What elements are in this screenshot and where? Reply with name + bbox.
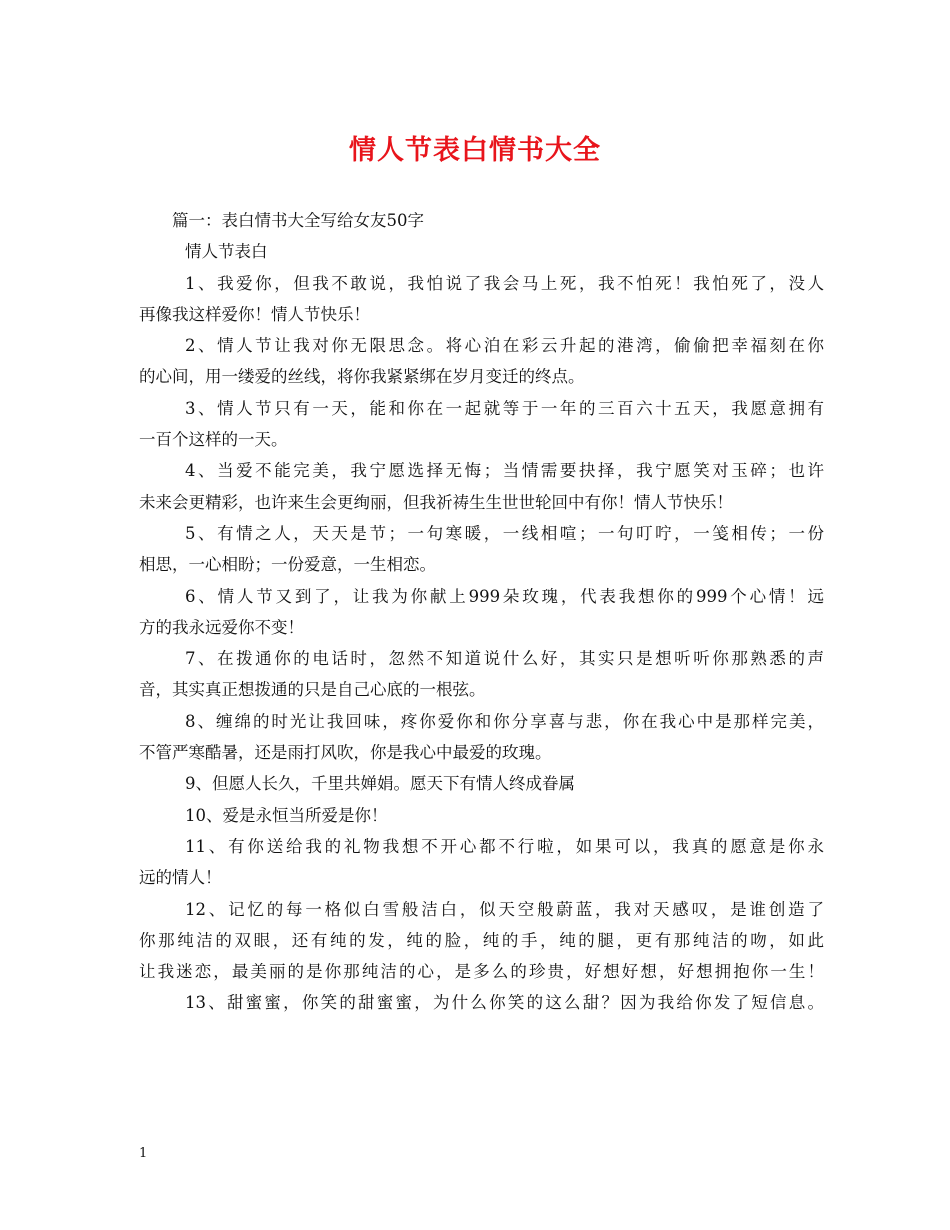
paragraph-line: 你那纯洁的双眼，还有纯的发，纯的脸，纯的手，纯的腿，更有那纯洁的吻，如此 xyxy=(139,930,824,950)
list-item xyxy=(139,768,824,799)
list-item xyxy=(139,706,824,769)
page-number: 1 xyxy=(139,1146,148,1161)
paragraph-line: 让我迷恋，最美丽的是你那纯洁的心，是多么的珍贵，好想好想，好想拥抱你一生！ xyxy=(139,962,824,982)
list-item xyxy=(139,800,824,831)
paragraph-line: 相思，一心相盼；一份爱意，一生相恋。 xyxy=(139,555,436,575)
list-item xyxy=(139,393,824,456)
list-item xyxy=(139,330,824,393)
paragraph-line: 12、记忆的每一格似白雪般洁白，似天空般蔚蓝，我对天感叹，是谁创造了 xyxy=(185,899,824,919)
list-item xyxy=(139,831,824,894)
list-item xyxy=(139,518,824,581)
paragraph-line: 远的情人！ xyxy=(139,868,222,888)
paragraph-line: 9、但愿人长久，千里共婵娟。愿天下有情人终成眷属 xyxy=(185,774,575,794)
list-item xyxy=(139,894,824,988)
paragraph-line: 11、有你送给我的礼物我想不开心都不行啦，如果可以，我真的愿意是你永 xyxy=(185,836,824,856)
paragraph-line: 6、情人节又到了，让我为你献上999朵玫瑰，代表我想你的999个心情！远 xyxy=(185,586,824,606)
list-item xyxy=(139,643,824,706)
paragraph-line: 方的我永远爱你不变！ xyxy=(139,617,304,637)
subheading: 情人节表白 xyxy=(185,242,268,262)
paragraph-line: 未来会更精彩，也许来生会更绚丽，但我祈祷生生世世轮回中有你！情人节快乐！ xyxy=(139,492,733,512)
list-item xyxy=(139,987,824,1018)
document-body xyxy=(139,205,824,1019)
paragraph-line: 的心间，用一缕爱的丝线，将你我紧紧绑在岁月变迁的终点。 xyxy=(139,367,585,387)
paragraph-line: 5、有情之人，天天是节；一句寒暖，一线相喧；一句叮咛，一笺相传；一份 xyxy=(185,523,824,543)
list-item xyxy=(139,455,824,518)
paragraph-line: 8、缠绵的时光让我回味，疼你爱你和你分享喜与悲，你在我心中是那样完美， xyxy=(185,711,824,731)
paragraph-line: 再像我这样爱你！情人节快乐！ xyxy=(139,304,370,324)
paragraph-line: 3、情人节只有一天，能和你在一起就等于一年的三百六十五天，我愿意拥有 xyxy=(185,398,824,418)
paragraph-line: 音，其实真正想拨通的只是自己心底的一根弦。 xyxy=(139,680,486,700)
paragraph-line: 2、情人节让我对你无限思念。将心泊在彩云升起的港湾，偷偷把幸福刻在你 xyxy=(185,336,824,356)
paragraph-line: 不管严寒酷暑，还是雨打风吹，你是我心中最爱的玫瑰。 xyxy=(139,743,552,763)
paragraph-line: 一百个这样的一天。 xyxy=(139,430,288,450)
paragraph-line: 1、我爱你，但我不敢说，我怕说了我会马上死，我不怕死！我怕死了，没人 xyxy=(185,273,824,293)
section-heading: 篇一：表白情书大全写给女友50字 xyxy=(172,211,424,230)
paragraph-line: 4、当爱不能完美，我宁愿选择无悔；当情需要抉择，我宁愿笑对玉碎；也许 xyxy=(185,461,824,481)
list-item xyxy=(139,268,824,331)
paragraph-line: 13、甜蜜蜜，你笑的甜蜜蜜，为什么你笑的这么甜？因为我给你发了短信息。 xyxy=(185,993,824,1013)
paragraph-line: 10、爱是永恒当所爱是你！ xyxy=(185,805,388,825)
document-title: 情人节表白情书大全 xyxy=(349,135,601,166)
list-item xyxy=(139,581,824,644)
paragraph-line: 7、在拨通你的电话时，忽然不知道说什么好，其实只是想听听你那熟悉的声 xyxy=(185,649,824,669)
